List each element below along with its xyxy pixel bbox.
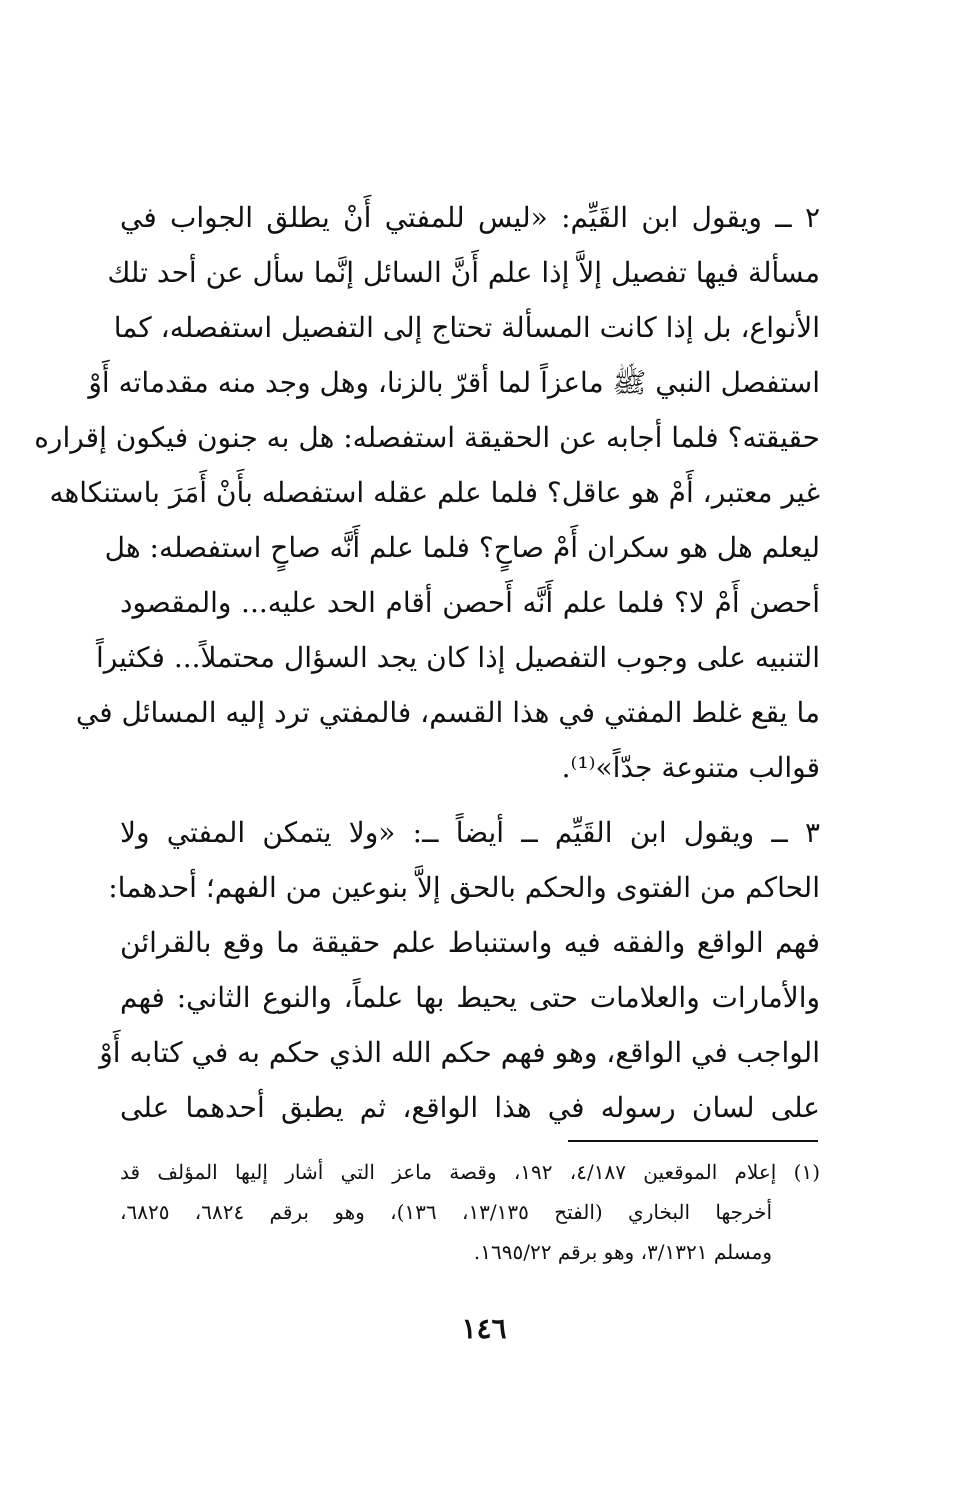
paragraph-line: فهم الواقع والفقه فيه واستنباط علم حقيقة ما وقع بالقرائن xyxy=(120,926,820,959)
paragraph-line: الواجب في الواقع، وهو فهم حكم الله الذي حكم به في كتابه أَوْ xyxy=(99,1036,820,1069)
footnotes xyxy=(120,1152,820,1272)
paragraph-line: ٢ ــ ويقول ابن القَيِّم: «ليس للمفتي أَنْ يطلق الجواب في xyxy=(120,201,820,234)
paragraph-line: استفصل النبي ﷺ ماعزاً لما أقرّ بالزنا، وهل وجد منه مقدماته أَوْ xyxy=(88,366,820,399)
paragraph-line: ليعلم هل هو سكران أَمْ صاحٍ؟ فلما علم أَنَّه صاحٍ استفصله: هل xyxy=(104,531,820,564)
page-body xyxy=(34,190,820,1135)
paragraph-line: على لسان رسوله في هذا الواقع، ثم يطبق أحدهما على xyxy=(120,1091,820,1124)
paragraph-line: قوالب متنوعة جدّاً»⁽¹⁾. xyxy=(561,751,820,784)
paragraph-line: ما يقع غلط المفتي في هذا القسم، فالمفتي ترد إليه المسائل في xyxy=(75,696,820,729)
footnote-line: ومسلم ٣/١٣٢١، وهو برقم ١٦٩٥/٢٢. xyxy=(473,1240,772,1264)
footnote-line: (١) إعلام الموقعين ٤/١٨٧، ١٩٢، وقصة ماعز التي أشار إليها المؤلف قد xyxy=(120,1160,820,1184)
page-number: ١٤٦ xyxy=(461,1312,507,1345)
paragraph-line: الأنواع، بل إذا كانت المسألة تحتاج إلى التفصيل استفصله، كما xyxy=(113,311,820,344)
paragraph-line: حقيقته؟ فلما أجابه عن الحقيقة استفصله: هل به جنون فيكون إقراره xyxy=(34,421,820,454)
paragraph-line: ٣ ــ ويقول ابن القَيِّم ــ أيضاً ــ: «ولا يتمكن المفتي ولا xyxy=(120,816,820,849)
paragraph-line: أحصن أَمْ لا؟ فلما علم أَنَّه أَحصن أقام الحد عليه... والمقصود xyxy=(120,586,820,619)
paragraph-line: غير معتبر، أَمْ هو عاقل؟ فلما علم عقله استفصله بأَنْ أَمَرَ باستنكاهه xyxy=(49,476,820,509)
paragraph-3 xyxy=(99,805,820,1135)
paragraph-2 xyxy=(34,190,820,795)
footnote-line: أخرجها البخاري (الفتح ١٣/١٣٥، ١٣٦)، وهو برقم ٦٨٢٤، ٦٨٢٥، xyxy=(120,1200,772,1224)
paragraph-line: مسألة فيها تفصيل إلاَّ إذا علم أَنَّ السائل إنَّما سأل عن أحد تلك xyxy=(107,256,820,289)
footnote-divider xyxy=(568,1140,818,1142)
paragraph-line: التنبيه على وجوب التفصيل إذا كان يجد السؤال محتملاً... فكثيراً xyxy=(95,641,820,674)
paragraph-line: الحاكم من الفتوى والحكم بالحق إلاَّ بنوعين من الفهم؛ أحدهما: xyxy=(108,871,820,904)
paragraph-line: والأمارات والعلامات حتى يحيط بها علماً، والنوع الثاني: فهم xyxy=(120,981,820,1014)
